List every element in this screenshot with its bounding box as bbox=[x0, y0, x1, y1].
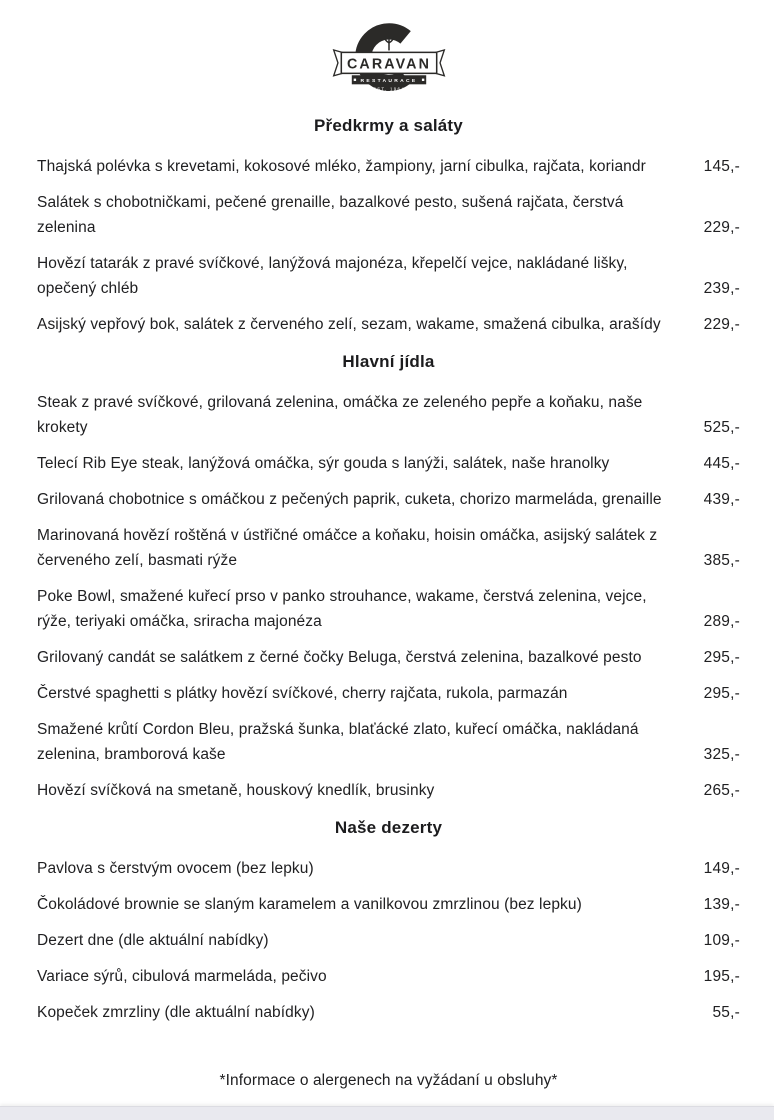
menu-item bbox=[37, 481, 740, 517]
menu-item bbox=[37, 245, 740, 306]
item-name: Salátek s chobotničkami, pečené grenaille, bazalkové pesto, sušená rajčata, čerstvá zelenina bbox=[37, 193, 624, 236]
item-price: 295,- bbox=[703, 648, 740, 666]
item-price: 229,- bbox=[703, 218, 740, 236]
logo-est: EST. 1964 bbox=[372, 86, 405, 92]
item-name: Grilovaná chobotnice s omáčkou z pečených paprik, cuketa, chorizo marmeláda, grenaille bbox=[37, 490, 662, 508]
menu-item bbox=[37, 148, 740, 184]
menu-item bbox=[37, 922, 740, 958]
item-price: 525,- bbox=[703, 418, 740, 436]
item-name: Smažené krůtí Cordon Bleu, pražská šunka, blaťácké zlato, kuřecí omáčka, nakládaná zelenina, bramborová kaše bbox=[37, 720, 639, 763]
item-price: 239,- bbox=[703, 279, 740, 297]
item-name: Asijský vepřový bok, salátek z červeného zelí, sezam, wakame, smažená cibulka, arašídy bbox=[37, 315, 661, 333]
page-bottom-edge bbox=[0, 1106, 774, 1120]
menu-item bbox=[37, 850, 740, 886]
section-title: Naše dezerty bbox=[334, 818, 443, 837]
item-name: Hovězí svíčková na smetaně, houskový knedlík, brusinky bbox=[37, 781, 435, 799]
item-name: Kopeček zmrzliny (dle aktuální nabídky) bbox=[37, 1003, 315, 1021]
item-price: 325,- bbox=[703, 745, 740, 763]
item-price: 229,- bbox=[703, 315, 740, 333]
item-name: Grilovaný candát se salátkem z černé čočky Beluga, čerstvá zelenina, bazalkové pesto bbox=[37, 648, 642, 666]
section-title: Hlavní jídla bbox=[342, 352, 435, 371]
item-price: 265,- bbox=[703, 781, 740, 799]
menu-item bbox=[37, 306, 740, 342]
menu-item bbox=[37, 517, 740, 578]
menu-item bbox=[37, 184, 740, 245]
menu-sections bbox=[37, 106, 740, 1030]
logo-subtitle: RESTAURACE bbox=[360, 79, 417, 85]
item-price: 445,- bbox=[703, 454, 740, 472]
item-name: Variace sýrů, cibulová marmeláda, pečivo bbox=[37, 967, 327, 985]
item-name: Dezert dne (dle aktuální nabídky) bbox=[37, 931, 269, 949]
item-price: 139,- bbox=[703, 895, 740, 913]
item-name: Poke Bowl, smažené kuřecí prso v panko strouhance, wakame, čerstvá zelenina, vejce, rýže, teriyaki omáčka, sriracha majonéza bbox=[37, 587, 647, 630]
item-price: 295,- bbox=[703, 684, 740, 702]
menu-item bbox=[37, 886, 740, 922]
menu-item bbox=[37, 639, 740, 675]
item-name: Pavlova s čerstvým ovocem (bez lepku) bbox=[37, 859, 314, 877]
item-name: Hovězí tatarák z pravé svíčkové, lanýžová majonéza, křepelčí vejce, nakládané lišky, opečený chléb bbox=[37, 254, 628, 297]
item-name: Čerstvé spaghetti s plátky hovězí svíčkové, cherry rajčata, rukola, parmazán bbox=[37, 684, 568, 702]
menu-item bbox=[37, 711, 740, 772]
item-price: 385,- bbox=[703, 551, 740, 569]
menu-item bbox=[37, 772, 740, 808]
item-price: 195,- bbox=[703, 967, 740, 985]
menu-item bbox=[37, 384, 740, 445]
item-price: 109,- bbox=[703, 931, 740, 949]
menu-item bbox=[37, 958, 740, 994]
item-price: 439,- bbox=[703, 490, 740, 508]
logo-subtitle-bar bbox=[351, 75, 425, 84]
restaurant-logo bbox=[37, 14, 740, 106]
item-price: 289,- bbox=[703, 612, 740, 630]
item-name: Marinovaná hovězí roštěná v ústřičné omáčce a koňaku, hoisin omáčka, asijský salátek z červeného zelí, basmati rýže bbox=[37, 526, 658, 569]
menu-item bbox=[37, 675, 740, 711]
menu-item bbox=[37, 578, 740, 639]
menu-item bbox=[37, 994, 740, 1030]
logo-wordmark: CARAVAN bbox=[346, 56, 431, 73]
menu-item bbox=[37, 445, 740, 481]
allergen-note: *Informace o alergenech na vyžádaní u obsluhy* bbox=[219, 1072, 558, 1089]
item-price: 149,- bbox=[703, 859, 740, 877]
item-name: Steak z pravé svíčkové, grilovaná zelenina, omáčka ze zeleného pepře a koňaku, naše krokety bbox=[37, 393, 643, 436]
item-price: 55,- bbox=[712, 1003, 740, 1021]
logo-ribbon bbox=[333, 50, 444, 76]
section-title: Předkrmy a saláty bbox=[314, 116, 463, 135]
item-name: Telecí Rib Eye steak, lanýžová omáčka, sýr gouda s lanýži, salátek, naše hranolky bbox=[37, 454, 610, 472]
item-name: Thajská polévka s krevetami, kokosové mléko, žampiony, jarní cibulka, rajčata, koriandr bbox=[37, 157, 646, 175]
item-name: Čokoládové brownie se slaným karamelem a vanilkovou zmrzlinou (bez lepku) bbox=[37, 895, 582, 913]
caravan-logo-icon bbox=[327, 14, 451, 106]
item-price: 145,- bbox=[703, 157, 740, 175]
